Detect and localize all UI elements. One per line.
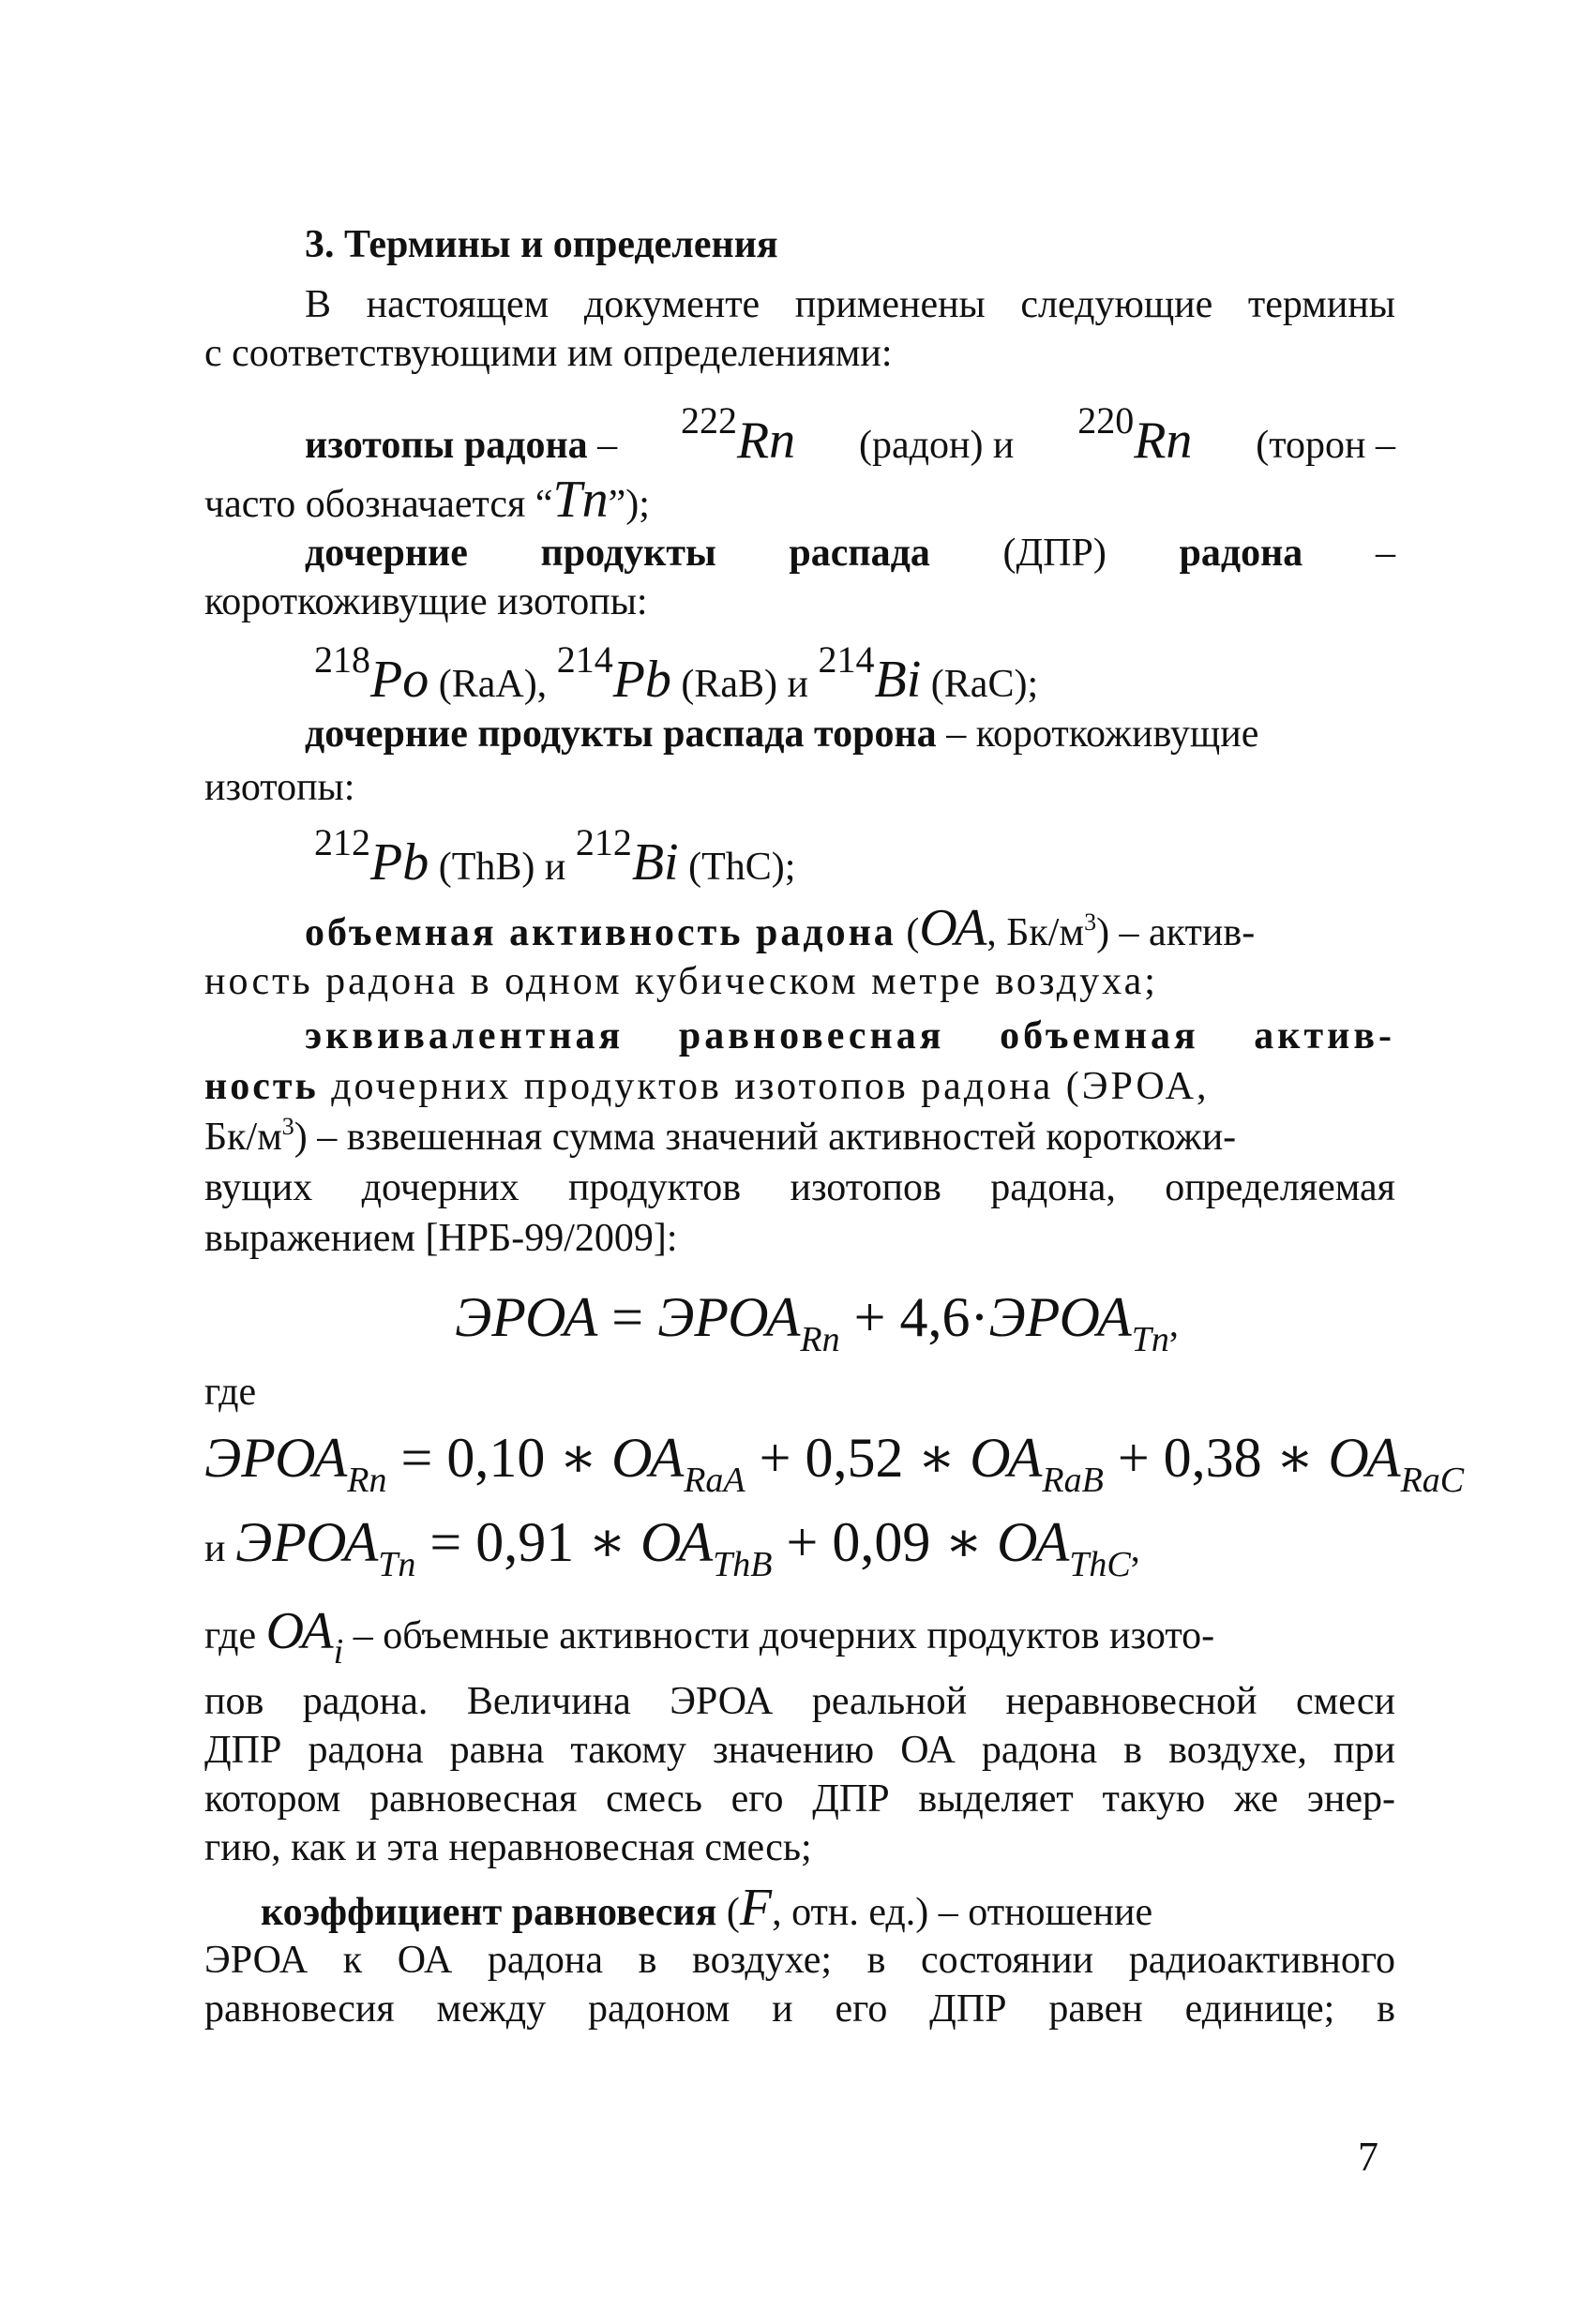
f-line-3: равновесия между радоном и его ДПР равен единице; в [204,1987,1395,2031]
formula-eroa-tn: и ЭРОАTn = 0,91 ∗ ОАThB + 0,09 ∗ ОАThC, [204,1511,1140,1584]
eroa-line-2: ность дочерних продуктов изотопов радона (ЭРОА, [204,1065,1210,1108]
oai-line-2: пов радона. Величина ЭРОА реальной неравновесной смеси [204,1680,1395,1723]
oai-line-4: котором равновесная смесь его ДПР выделяет такую же энер- [204,1777,1395,1821]
dpr-radon-line-2: короткоживущие изотопы: [204,580,648,623]
eroa-line-5: выражением [НРБ-99/2009]: [204,1217,678,1260]
section-heading: 3. Термины и определения [305,223,778,266]
f-line-1: коэффициент равновесия (F, отн. ед.) – отношение [261,1879,1153,1937]
toron-symbol: Rn [1134,412,1193,470]
oai-line-1: где ОАi – объемные активности дочерних продуктов изото- [204,1602,1215,1672]
f-line-2: ЭРОА к ОА радона в воздухе; в состоянии радиоактивного [204,1939,1395,1982]
dpr-toron-line-1: дочерние продукты распада торона – короткоживущие [305,712,1259,756]
where-label-1: где [204,1371,257,1414]
dpr-radon-isotopes: 218Po (RaA), 214Pb (RaB) и 214Bi (RaC); [314,638,1039,709]
eroa-term-line: эквивалентная равновесная объемная актив- [305,1014,1395,1057]
isotopes-term: изотопы радона [305,424,588,467]
radon-symbol: Rn [736,412,796,470]
intro-line-1: В настоящем документе применены следующие термины [305,283,1395,326]
eroa-line-3: $Бк/м^3$) – взвешенная сумма значений активностей короткожи- [204,1113,1237,1159]
oa-line-1: объемная активность радона (ОА, $Бк/м^3$) – актив- [305,899,1256,957]
oai-line-3: ДПР радона равна такому значению ОА радона в воздухе, при [204,1729,1395,1772]
isotopes-line-2: часто обозначается “Tn”); [204,471,650,529]
formula-eroa-total: ЭРОА = ЭРОАRn + 4,6·ЭРОАTn, [455,1286,1179,1359]
intro-line-2: с соответствующими им определениями: [204,332,893,375]
eroa-line-4: вущих дочерних продуктов изотопов радона, определяемая [204,1166,1395,1209]
oa-line-2: ность радона в одном кубическом метре воздуха; [204,960,1158,1003]
oai-line-5: гию, как и эта неравновесная смесь; [204,1826,812,1869]
isotopes-line-1: изотопы радона – 222Rn (радон) и 220Rn (торон – [305,399,1395,470]
dpr-toron-line-2: изотопы: [204,766,355,809]
formula-eroa-rn: ЭРОАRn = 0,10 ∗ ОАRaA + 0,52 ∗ ОАRaB + 0,38 ∗ ОАRaC [204,1427,1465,1500]
dpr-toron-isotopes: 212Pb (ThB) и 212Bi (ThC); [314,821,796,892]
dpr-radon-line-1: дочерние продукты распада (ДПР) радона – [305,532,1395,575]
page-number: 7 [1358,2134,1378,2180]
